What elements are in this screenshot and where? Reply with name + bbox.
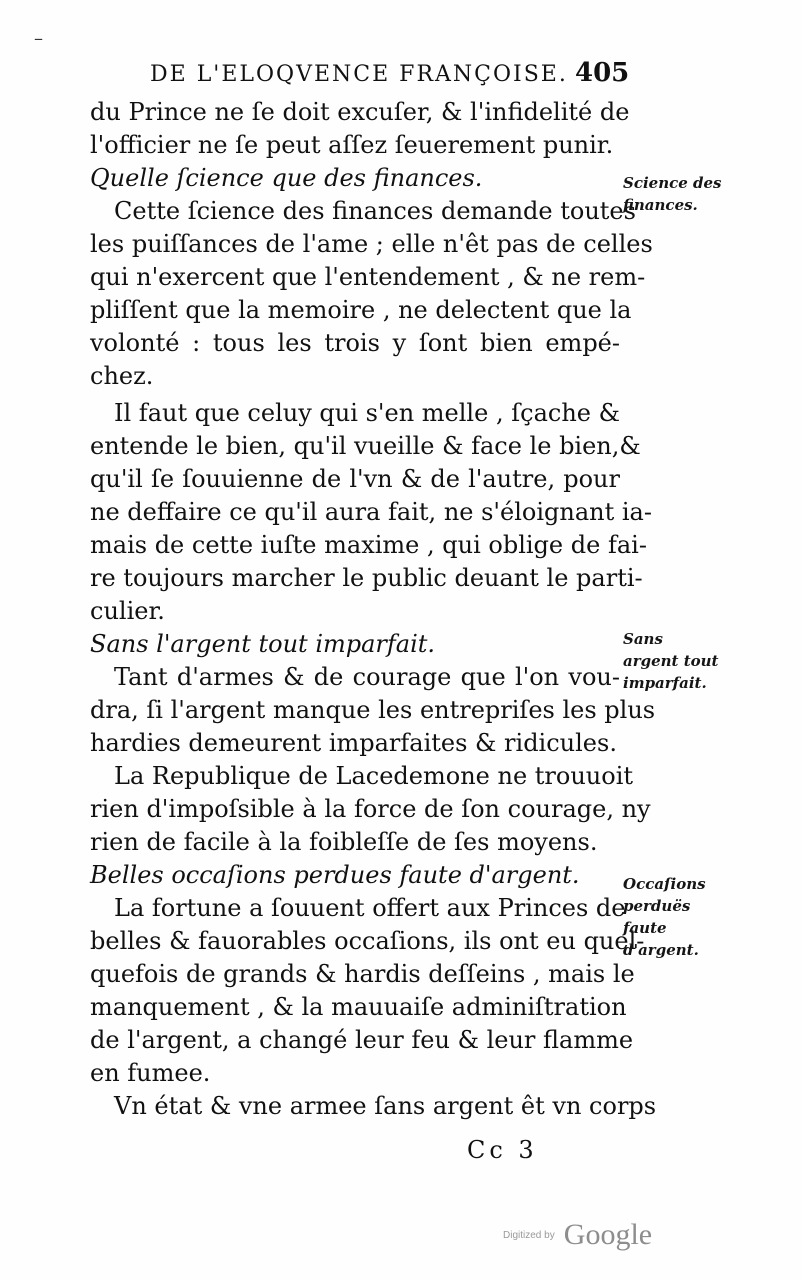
text-line: quefois de grands & hardis deſſeins , mais le: [90, 960, 635, 988]
text-line: entende le bien, qu'il vueille & face le bien,&: [90, 432, 641, 460]
text-line: belles & fauorables occaſions, ils ont eu quel-: [90, 927, 645, 955]
text-line: culier.: [90, 597, 165, 625]
section-heading: Sans l'argent tout imparfait.: [90, 630, 436, 658]
text-line: qui n'exercent que l'entendement , & ne rem-: [90, 263, 646, 291]
text-line: Il faut que celuy qui s'en melle , ſçache &: [114, 399, 620, 427]
text-line: manquement , & la mauuaiſe adminiſtration: [90, 993, 627, 1021]
digitized-watermark: [503, 1218, 652, 1252]
text-line: en fumee.: [90, 1059, 211, 1087]
body-text: [90, 96, 657, 1123]
text-line: rien d'impoſsible à la force de ſon courage, ny: [90, 795, 651, 823]
corner-mark: –: [34, 28, 43, 49]
text-line: chez.: [90, 362, 154, 390]
signature-mark: Cc 3: [467, 1136, 538, 1164]
text-line: ne deffaire ce qu'il aura fait, ne s'éloignant ia-: [90, 498, 652, 526]
text-line: pliſſent que la memoire , ne delectent que la: [90, 296, 632, 324]
text-line: dra, ſi l'argent manque les entrepriſes les plus: [90, 696, 656, 724]
text-line: les puiſſances de l'ame ; elle n'êt pas de celles: [90, 230, 653, 258]
text-line: Tant d'armes & de courage que l'on vou-: [114, 663, 620, 691]
text-line: volonté : tous les trois y ſont bien empé-: [90, 329, 620, 357]
running-head: DE L'ELOQVENCE FRANÇOISE.: [150, 62, 568, 87]
text-line: hardies demeurent imparfaites & ridicules.: [90, 729, 617, 757]
text-line: mais de cette iuſte maxime , qui oblige de fai-: [90, 531, 647, 559]
margin-note-argent: Sans argent tout imparfait.: [623, 630, 719, 692]
section-heading: Quelle ſcience que des finances.: [90, 164, 483, 192]
text-line: qu'il ſe ſouuienne de l'vn & de l'autre, pour: [90, 465, 620, 493]
text-line: l'officier ne ſe peut aſſez ſeuerement punir.: [90, 131, 614, 159]
page-number: 405: [575, 58, 630, 88]
section-heading: Belles occaſions perdues faute d'argent.: [90, 861, 580, 889]
margin-note-science: Science des finances.: [623, 174, 722, 214]
margin-note-occasions: Occaſions perduës faute d'argent.: [623, 875, 706, 959]
watermark-caption: Digitized by: [503, 1229, 555, 1241]
text-line: Cette ſcience des finances demande toutes: [114, 197, 636, 225]
text-line: La Republique de Lacedemone ne trouuoit: [114, 762, 634, 790]
google-logo: Google: [563, 1218, 653, 1251]
text-line: rien de facile à la foibleſſe de ſes moyens.: [90, 828, 598, 856]
text-line: Vn état & vne armee ſans argent êt vn corps: [114, 1092, 657, 1120]
text-line: du Prince ne ſe doit excuſer, & l'infidelité de: [90, 98, 630, 126]
text-line: La fortune a ſouuent offert aux Princes de: [114, 894, 626, 922]
text-line: re toujours marcher le public deuant le parti-: [90, 564, 643, 592]
text-line: de l'argent, a changé leur feu & leur flamme: [90, 1026, 634, 1054]
